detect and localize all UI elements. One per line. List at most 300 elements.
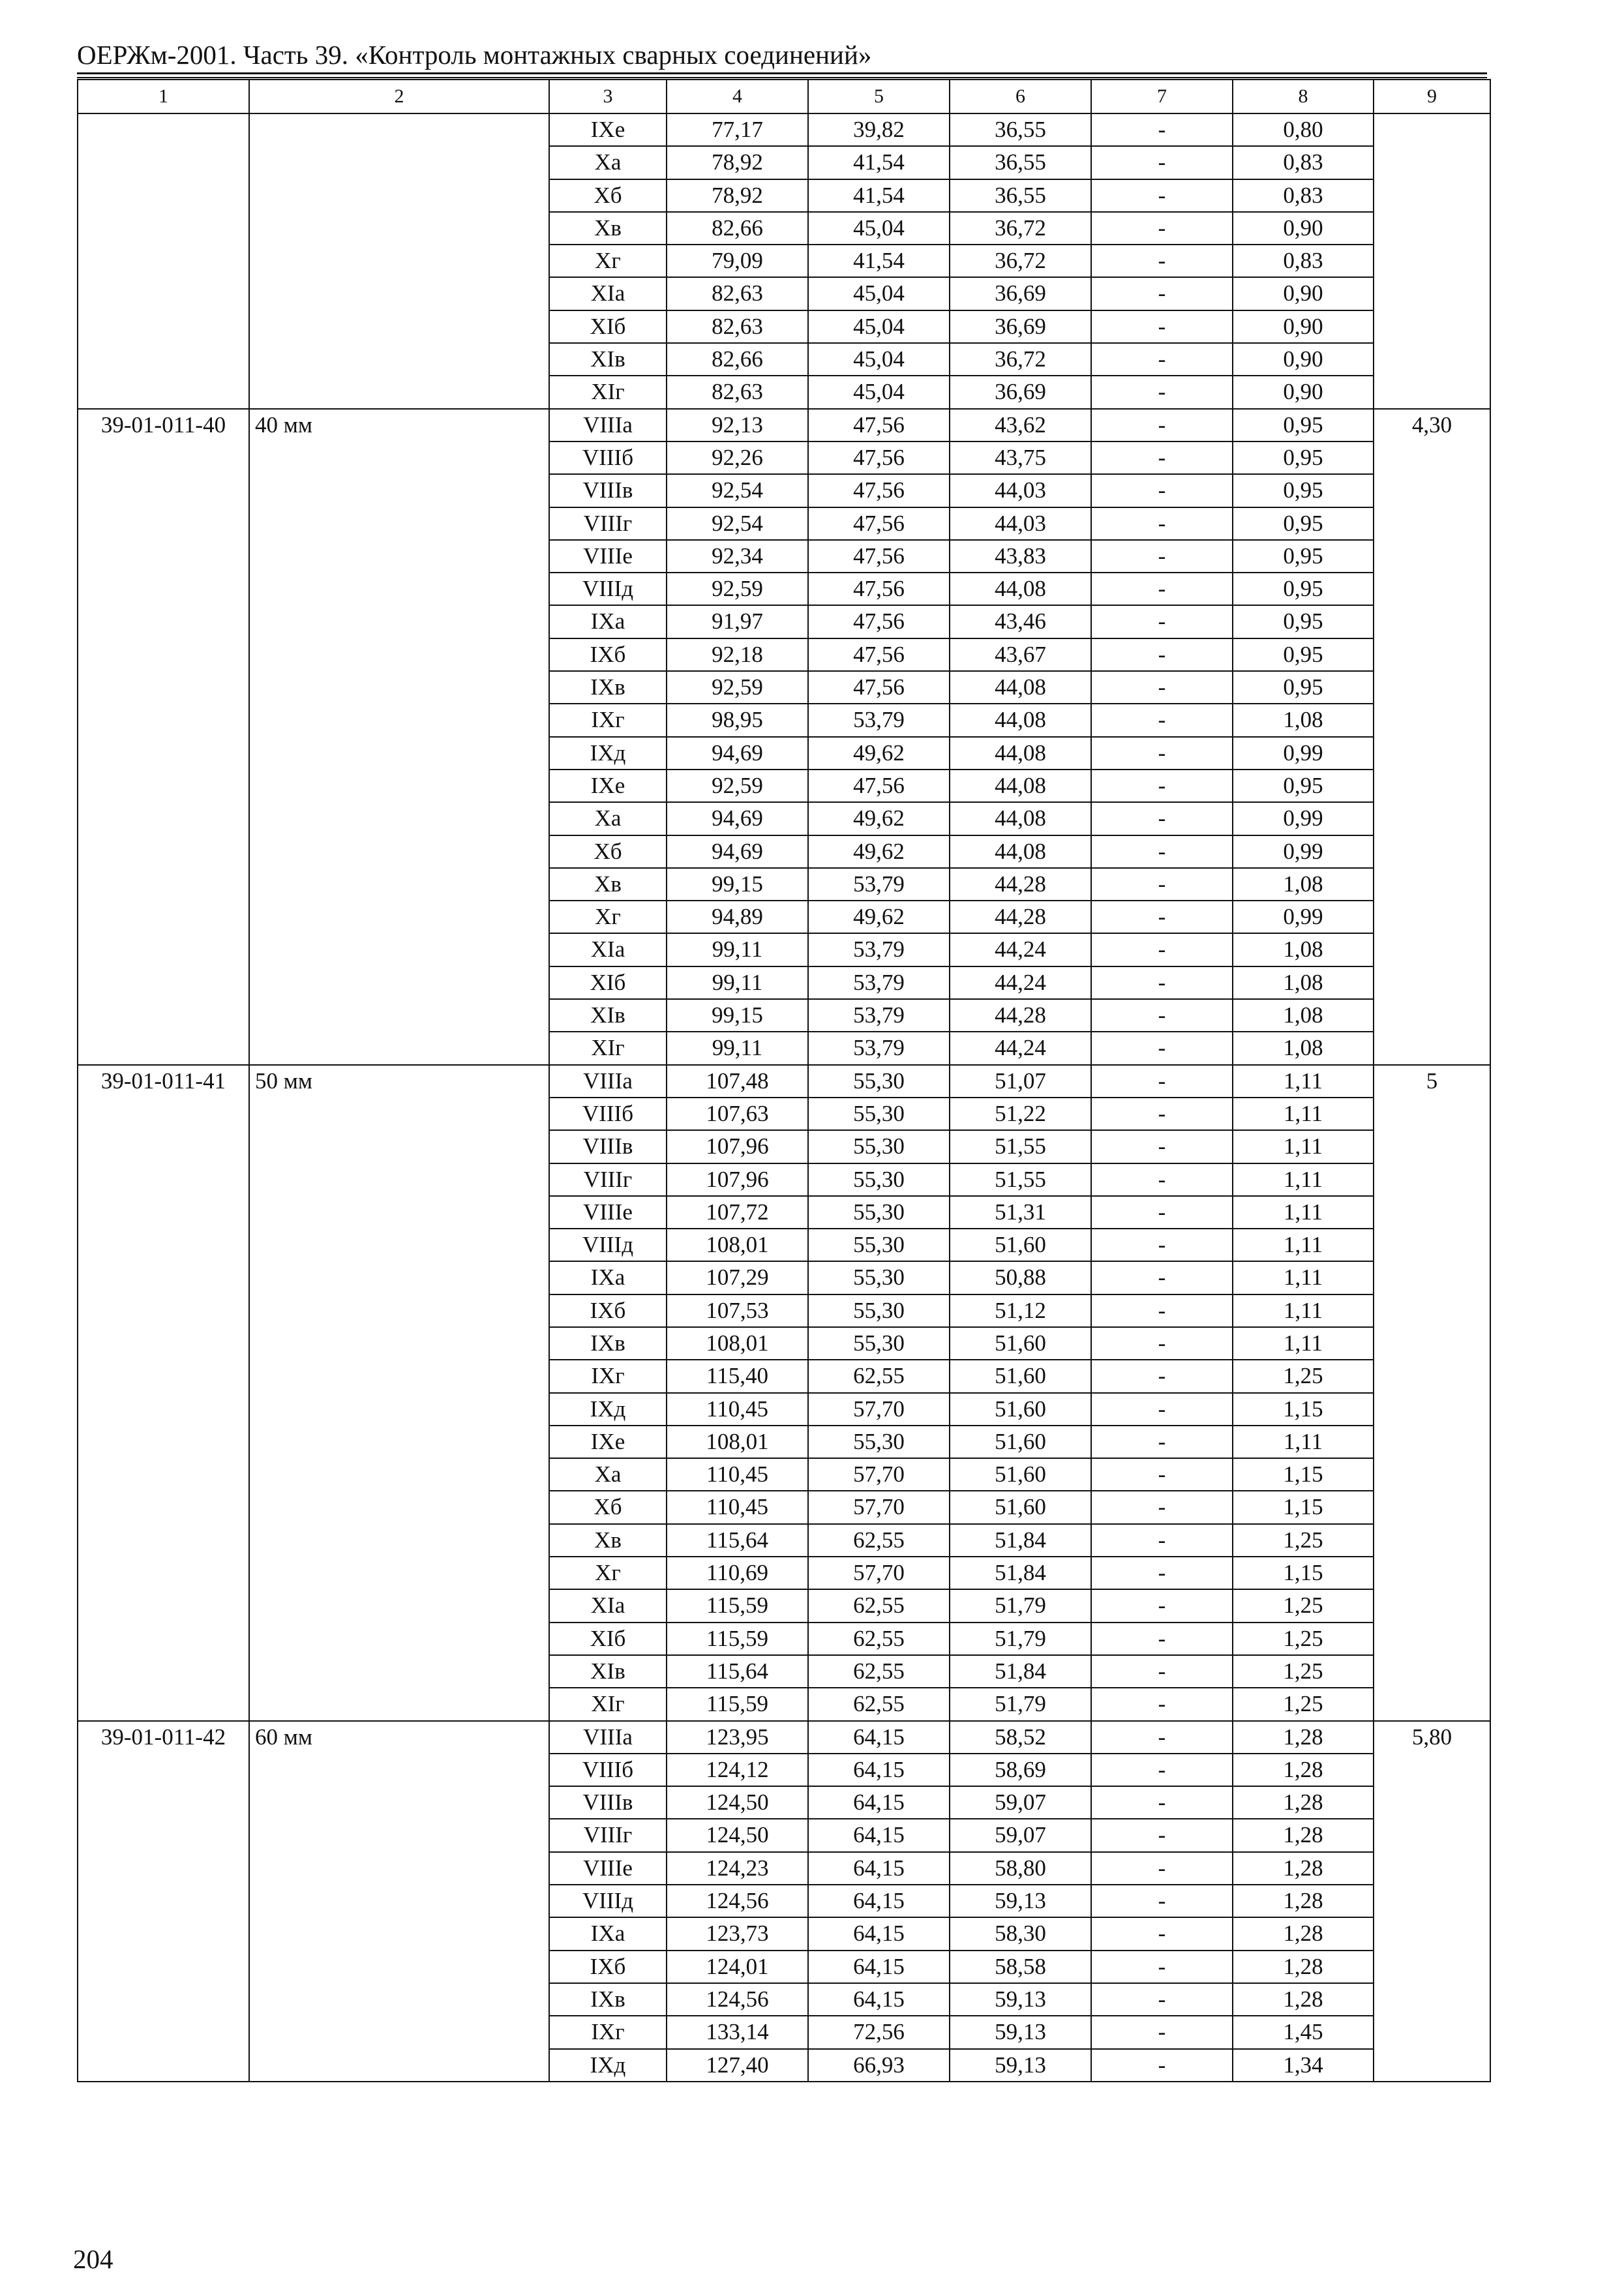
total-cost-cell: 92,59: [667, 671, 808, 704]
total-cost-cell: 94,69: [667, 802, 808, 835]
materials-cell: -: [1091, 1819, 1233, 1851]
labor-cost-cell: 0,90: [1233, 343, 1374, 376]
machine-operation-cell: 36,69: [950, 376, 1091, 408]
wages-cell: 49,62: [808, 802, 950, 835]
wages-cell: 45,04: [808, 212, 950, 245]
machine-operation-cell: 43,46: [950, 605, 1091, 638]
category-cell: XIв: [549, 999, 667, 1032]
machine-operation-cell: 43,67: [950, 638, 1091, 671]
labor-cost-cell: 1,34: [1233, 2049, 1374, 2082]
labor-cost-cell: 1,28: [1233, 1721, 1374, 1754]
wages-cell: 64,15: [808, 1786, 950, 1819]
category-cell: VIIIе: [549, 1852, 667, 1885]
labor-cost-cell: 0,90: [1233, 376, 1374, 408]
category-cell: IXд: [549, 737, 667, 770]
materials-cell: -: [1091, 376, 1233, 408]
labor-cost-cell: 1,25: [1233, 1655, 1374, 1688]
total-cost-cell: 108,01: [667, 1426, 808, 1458]
machine-operation-cell: 44,28: [950, 901, 1091, 933]
document-header-title: ОЕРЖм-2001. Часть 39. «Контроль монтажных сварных соединений»: [77, 40, 872, 70]
labor-cost-cell: 0,83: [1233, 245, 1374, 277]
labor-cost-cell: 1,11: [1233, 1163, 1374, 1196]
labor-cost-cell: 0,95: [1233, 671, 1374, 704]
machine-operation-cell: 59,07: [950, 1819, 1091, 1851]
wages-cell: 55,30: [808, 1294, 950, 1327]
wages-cell: 47,56: [808, 441, 950, 474]
category-cell: XIв: [549, 1655, 667, 1688]
category-cell: XIа: [549, 933, 667, 966]
wages-cell: 47,56: [808, 474, 950, 507]
total-cost-cell: 82,63: [667, 310, 808, 343]
wages-cell: 64,15: [808, 1917, 950, 1950]
column-number: 5: [808, 80, 950, 113]
labor-cost-cell: 0,95: [1233, 474, 1374, 507]
table-body: [78, 80, 1490, 2082]
total-cost-cell: 82,66: [667, 343, 808, 376]
category-cell: VIIIа: [549, 1065, 667, 1098]
total-cost-cell: 107,96: [667, 1130, 808, 1163]
materials-cell: -: [1091, 113, 1233, 146]
category-cell: IXг: [549, 704, 667, 736]
wages-cell: 72,56: [808, 2016, 950, 2048]
wages-cell: 57,70: [808, 1393, 950, 1426]
materials-cell: -: [1091, 1852, 1233, 1885]
materials-cell: -: [1091, 737, 1233, 770]
machine-operation-cell: 59,13: [950, 1983, 1091, 2016]
wages-cell: 45,04: [808, 277, 950, 310]
wages-cell: 64,15: [808, 1885, 950, 1917]
labor-cost-cell: 1,08: [1233, 704, 1374, 736]
labor-cost-cell: 1,28: [1233, 1885, 1374, 1917]
total-cost-cell: 107,63: [667, 1098, 808, 1130]
total-cost-cell: 107,53: [667, 1294, 808, 1327]
wages-cell: 62,55: [808, 1688, 950, 1720]
labor-cost-cell: 1,28: [1233, 1983, 1374, 2016]
table-row: [78, 409, 1490, 441]
machine-operation-cell: 51,31: [950, 1196, 1091, 1229]
wages-cell: 55,30: [808, 1196, 950, 1229]
category-cell: VIIIг: [549, 1819, 667, 1851]
total-cost-cell: 92,54: [667, 507, 808, 540]
total-cost-cell: 78,92: [667, 179, 808, 212]
total-cost-cell: 108,01: [667, 1327, 808, 1360]
category-cell: Xа: [549, 1458, 667, 1491]
total-cost-cell: 115,64: [667, 1655, 808, 1688]
machine-operation-cell: 51,60: [950, 1458, 1091, 1491]
category-cell: IXе: [549, 770, 667, 802]
total-cost-cell: 124,50: [667, 1786, 808, 1819]
category-cell: XIб: [549, 310, 667, 343]
materials-cell: -: [1091, 1294, 1233, 1327]
category-cell: Xг: [549, 1557, 667, 1589]
rate-name-cell: 40 мм: [249, 409, 549, 1065]
category-cell: Xв: [549, 212, 667, 245]
category-cell: Xг: [549, 245, 667, 277]
materials-cell: -: [1091, 638, 1233, 671]
rate-code-cell: 39-01-011-40: [78, 409, 249, 1065]
materials-cell: -: [1091, 1754, 1233, 1786]
wages-cell: 47,56: [808, 573, 950, 605]
category-cell: IXв: [549, 1983, 667, 2016]
machine-operation-cell: 44,03: [950, 474, 1091, 507]
total-cost-cell: 92,59: [667, 573, 808, 605]
wages-cell: 62,55: [808, 1655, 950, 1688]
materials-cell: -: [1091, 1032, 1233, 1064]
category-cell: Xб: [549, 835, 667, 868]
total-cost-cell: 107,29: [667, 1261, 808, 1294]
machine-operation-cell: 44,03: [950, 507, 1091, 540]
materials-cell: -: [1091, 770, 1233, 802]
total-cost-cell: 124,12: [667, 1754, 808, 1786]
machine-operation-cell: 44,08: [950, 704, 1091, 736]
labor-cost-cell: 1,11: [1233, 1196, 1374, 1229]
category-cell: VIIIа: [549, 1721, 667, 1754]
total-cost-cell: 110,45: [667, 1393, 808, 1426]
wages-cell: 64,15: [808, 1983, 950, 2016]
category-cell: VIIIд: [549, 573, 667, 605]
machine-operation-cell: 36,55: [950, 113, 1091, 146]
materials-cell: -: [1091, 2016, 1233, 2048]
materials-cell: -: [1091, 1721, 1233, 1754]
rates-table: [77, 79, 1491, 2082]
labor-cost-cell: 1,08: [1233, 999, 1374, 1032]
machine-operation-cell: 51,84: [950, 1524, 1091, 1557]
materials-cell: -: [1091, 212, 1233, 245]
wages-cell: 55,30: [808, 1327, 950, 1360]
materials-cell: -: [1091, 1393, 1233, 1426]
machine-operation-cell: 58,52: [950, 1721, 1091, 1754]
total-cost-cell: 99,11: [667, 966, 808, 999]
machine-operation-cell: 43,83: [950, 540, 1091, 573]
machine-operation-cell: 44,24: [950, 966, 1091, 999]
materials-cell: -: [1091, 1261, 1233, 1294]
labor-cost-cell: 1,11: [1233, 1065, 1374, 1098]
wages-cell: 62,55: [808, 1623, 950, 1655]
labor-cost-cell: 1,11: [1233, 1327, 1374, 1360]
materials-cell: -: [1091, 1360, 1233, 1392]
machine-operation-cell: 51,22: [950, 1098, 1091, 1130]
wages-cell: 53,79: [808, 966, 950, 999]
total-cost-cell: 110,45: [667, 1491, 808, 1523]
labor-cost-cell: 1,11: [1233, 1426, 1374, 1458]
total-cost-cell: 99,15: [667, 999, 808, 1032]
category-cell: VIIIб: [549, 1754, 667, 1786]
category-cell: VIIIд: [549, 1229, 667, 1261]
total-cost-cell: 91,97: [667, 605, 808, 638]
labor-cost-cell: 1,25: [1233, 1688, 1374, 1720]
labor-cost-cell: 1,11: [1233, 1261, 1374, 1294]
materials-cell: -: [1091, 933, 1233, 966]
labor-cost-cell: 1,15: [1233, 1491, 1374, 1523]
materials-cell: -: [1091, 1623, 1233, 1655]
category-cell: XIа: [549, 1589, 667, 1622]
machine-operation-cell: 51,60: [950, 1393, 1091, 1426]
wages-cell: 41,54: [808, 245, 950, 277]
machine-operation-cell: 36,72: [950, 343, 1091, 376]
materials-cell: -: [1091, 1229, 1233, 1261]
category-cell: VIIIе: [549, 1196, 667, 1229]
materials-cell: -: [1091, 343, 1233, 376]
wages-cell: 62,55: [808, 1360, 950, 1392]
labor-cost-cell: 0,95: [1233, 441, 1374, 474]
category-cell: IXд: [549, 2049, 667, 2082]
wages-cell: 62,55: [808, 1524, 950, 1557]
column-number-row: [78, 80, 1490, 113]
materials-cell: -: [1091, 573, 1233, 605]
materials-cell: -: [1091, 1196, 1233, 1229]
materials-cell: -: [1091, 1163, 1233, 1196]
wages-cell: 47,56: [808, 409, 950, 441]
labor-cost-cell: 1,25: [1233, 1623, 1374, 1655]
labor-cost-cell: 0,95: [1233, 540, 1374, 573]
materials-cell: -: [1091, 1426, 1233, 1458]
machine-operation-cell: 58,69: [950, 1754, 1091, 1786]
machine-operation-cell: 51,84: [950, 1655, 1091, 1688]
wages-cell: 47,56: [808, 540, 950, 573]
category-cell: Xа: [549, 146, 667, 179]
category-cell: IXб: [549, 1951, 667, 1983]
total-cost-cell: 94,89: [667, 901, 808, 933]
wages-cell: 55,30: [808, 1065, 950, 1098]
wages-cell: 53,79: [808, 868, 950, 901]
labor-cost-cell: 1,28: [1233, 1951, 1374, 1983]
materials-cell: -: [1091, 1458, 1233, 1491]
page-number: 204: [73, 2244, 113, 2274]
labor-cost-cell: 1,11: [1233, 1130, 1374, 1163]
machine-operation-cell: 58,80: [950, 1852, 1091, 1885]
wages-cell: 41,54: [808, 179, 950, 212]
category-cell: IXг: [549, 2016, 667, 2048]
wages-cell: 55,30: [808, 1261, 950, 1294]
wages-cell: 49,62: [808, 901, 950, 933]
materials-cell: -: [1091, 277, 1233, 310]
column-number: 7: [1091, 80, 1233, 113]
machine-operation-cell: 51,60: [950, 1426, 1091, 1458]
total-cost-cell: 110,45: [667, 1458, 808, 1491]
category-cell: IXв: [549, 671, 667, 704]
materials-cell: -: [1091, 310, 1233, 343]
labor-cost-cell: 0,99: [1233, 802, 1374, 835]
machine-operation-cell: 59,13: [950, 2049, 1091, 2082]
machine-operation-cell: 51,79: [950, 1589, 1091, 1622]
wages-cell: 64,15: [808, 1721, 950, 1754]
header-rule-thin: [77, 77, 1487, 78]
category-cell: IXе: [549, 1426, 667, 1458]
labor-cost-cell: 1,28: [1233, 1917, 1374, 1950]
labor-cost-cell: 1,45: [1233, 2016, 1374, 2048]
machine-operation-cell: 43,75: [950, 441, 1091, 474]
labor-cost-cell: 0,90: [1233, 212, 1374, 245]
column-9-cell: 5,80: [1374, 1721, 1490, 2082]
total-cost-cell: 108,01: [667, 1229, 808, 1261]
materials-cell: -: [1091, 1589, 1233, 1622]
category-cell: XIг: [549, 376, 667, 408]
machine-operation-cell: 59,13: [950, 1885, 1091, 1917]
labor-cost-cell: 0,90: [1233, 277, 1374, 310]
machine-operation-cell: 44,08: [950, 671, 1091, 704]
materials-cell: -: [1091, 1885, 1233, 1917]
labor-cost-cell: 1,08: [1233, 868, 1374, 901]
column-number: 6: [950, 80, 1091, 113]
rate-name-cell: 50 мм: [249, 1065, 549, 1721]
total-cost-cell: 115,64: [667, 1524, 808, 1557]
labor-cost-cell: 0,80: [1233, 113, 1374, 146]
wages-cell: 55,30: [808, 1229, 950, 1261]
materials-cell: -: [1091, 999, 1233, 1032]
column-number: 8: [1233, 80, 1374, 113]
machine-operation-cell: 44,08: [950, 835, 1091, 868]
materials-cell: -: [1091, 1524, 1233, 1557]
machine-operation-cell: 36,69: [950, 277, 1091, 310]
table-row: [78, 1721, 1490, 1754]
machine-operation-cell: 36,55: [950, 179, 1091, 212]
labor-cost-cell: 1,08: [1233, 1032, 1374, 1064]
materials-cell: -: [1091, 1983, 1233, 2016]
wages-cell: 47,56: [808, 671, 950, 704]
machine-operation-cell: 51,60: [950, 1327, 1091, 1360]
materials-cell: -: [1091, 1098, 1233, 1130]
wages-cell: 64,15: [808, 1951, 950, 1983]
total-cost-cell: 92,13: [667, 409, 808, 441]
materials-cell: -: [1091, 704, 1233, 736]
category-cell: VIIIб: [549, 1098, 667, 1130]
header-rule-thick: [77, 72, 1487, 74]
total-cost-cell: 79,09: [667, 245, 808, 277]
total-cost-cell: 99,11: [667, 1032, 808, 1064]
wages-cell: 45,04: [808, 343, 950, 376]
category-cell: IXб: [549, 1294, 667, 1327]
materials-cell: -: [1091, 1065, 1233, 1098]
wages-cell: 47,56: [808, 770, 950, 802]
machine-operation-cell: 36,72: [950, 245, 1091, 277]
total-cost-cell: 124,01: [667, 1951, 808, 1983]
total-cost-cell: 82,63: [667, 277, 808, 310]
category-cell: IXа: [549, 605, 667, 638]
wages-cell: 49,62: [808, 737, 950, 770]
total-cost-cell: 82,63: [667, 376, 808, 408]
category-cell: VIIIб: [549, 441, 667, 474]
category-cell: Xв: [549, 1524, 667, 1557]
column-9-cell: [1374, 113, 1490, 409]
wages-cell: 53,79: [808, 933, 950, 966]
total-cost-cell: 124,56: [667, 1983, 808, 2016]
category-cell: VIIIд: [549, 1885, 667, 1917]
rate-code-cell: 39-01-011-42: [78, 1721, 249, 2082]
labor-cost-cell: 1,28: [1233, 1852, 1374, 1885]
labor-cost-cell: 1,11: [1233, 1098, 1374, 1130]
labor-cost-cell: 1,08: [1233, 933, 1374, 966]
wages-cell: 53,79: [808, 1032, 950, 1064]
wages-cell: 64,15: [808, 1852, 950, 1885]
materials-cell: -: [1091, 1655, 1233, 1688]
machine-operation-cell: 59,07: [950, 1786, 1091, 1819]
materials-cell: -: [1091, 966, 1233, 999]
total-cost-cell: 98,95: [667, 704, 808, 736]
machine-operation-cell: 51,60: [950, 1229, 1091, 1261]
materials-cell: -: [1091, 901, 1233, 933]
labor-cost-cell: 1,28: [1233, 1819, 1374, 1851]
labor-cost-cell: 1,25: [1233, 1589, 1374, 1622]
machine-operation-cell: 36,72: [950, 212, 1091, 245]
wages-cell: 49,62: [808, 835, 950, 868]
materials-cell: -: [1091, 1786, 1233, 1819]
total-cost-cell: 92,34: [667, 540, 808, 573]
machine-operation-cell: 51,84: [950, 1557, 1091, 1589]
wages-cell: 64,15: [808, 1754, 950, 1786]
wages-cell: 47,56: [808, 638, 950, 671]
rate-code-cell: [78, 113, 249, 409]
machine-operation-cell: 58,30: [950, 1917, 1091, 1950]
labor-cost-cell: 1,08: [1233, 966, 1374, 999]
column-number: 2: [249, 80, 549, 113]
category-cell: VIIIа: [549, 409, 667, 441]
total-cost-cell: 123,73: [667, 1917, 808, 1950]
total-cost-cell: 124,50: [667, 1819, 808, 1851]
total-cost-cell: 110,69: [667, 1557, 808, 1589]
rate-name-cell: 60 мм: [249, 1721, 549, 2082]
category-cell: Xв: [549, 868, 667, 901]
wages-cell: 45,04: [808, 376, 950, 408]
wages-cell: 57,70: [808, 1458, 950, 1491]
wages-cell: 55,30: [808, 1163, 950, 1196]
materials-cell: -: [1091, 1327, 1233, 1360]
machine-operation-cell: 51,55: [950, 1130, 1091, 1163]
category-cell: Xб: [549, 179, 667, 212]
category-cell: XIа: [549, 277, 667, 310]
machine-operation-cell: 51,12: [950, 1294, 1091, 1327]
labor-cost-cell: 1,28: [1233, 1786, 1374, 1819]
category-cell: Xа: [549, 802, 667, 835]
category-cell: Xб: [549, 1491, 667, 1523]
labor-cost-cell: 0,95: [1233, 638, 1374, 671]
labor-cost-cell: 0,99: [1233, 737, 1374, 770]
wages-cell: 57,70: [808, 1557, 950, 1589]
wages-cell: 53,79: [808, 999, 950, 1032]
machine-operation-cell: 59,13: [950, 2016, 1091, 2048]
table-row: [78, 113, 1490, 146]
category-cell: XIв: [549, 343, 667, 376]
machine-operation-cell: 44,28: [950, 999, 1091, 1032]
rate-code-cell: 39-01-011-41: [78, 1065, 249, 1721]
column-number: 1: [78, 80, 249, 113]
category-cell: VIIIг: [549, 507, 667, 540]
machine-operation-cell: 51,55: [950, 1163, 1091, 1196]
wages-cell: 64,15: [808, 1819, 950, 1851]
machine-operation-cell: 44,08: [950, 770, 1091, 802]
column-9-cell: 4,30: [1374, 409, 1490, 1065]
total-cost-cell: 94,69: [667, 737, 808, 770]
wages-cell: 41,54: [808, 146, 950, 179]
rate-name-cell: [249, 113, 549, 409]
machine-operation-cell: 44,08: [950, 737, 1091, 770]
materials-cell: -: [1091, 540, 1233, 573]
wages-cell: 55,30: [808, 1426, 950, 1458]
wages-cell: 47,56: [808, 605, 950, 638]
total-cost-cell: 107,48: [667, 1065, 808, 1098]
category-cell: VIIIв: [549, 1130, 667, 1163]
total-cost-cell: 115,59: [667, 1589, 808, 1622]
total-cost-cell: 82,66: [667, 212, 808, 245]
total-cost-cell: 133,14: [667, 2016, 808, 2048]
wages-cell: 55,30: [808, 1130, 950, 1163]
materials-cell: -: [1091, 671, 1233, 704]
total-cost-cell: 99,11: [667, 933, 808, 966]
total-cost-cell: 92,18: [667, 638, 808, 671]
category-cell: IXе: [549, 113, 667, 146]
category-cell: VIIIв: [549, 1786, 667, 1819]
wages-cell: 39,82: [808, 113, 950, 146]
category-cell: IXа: [549, 1917, 667, 1950]
